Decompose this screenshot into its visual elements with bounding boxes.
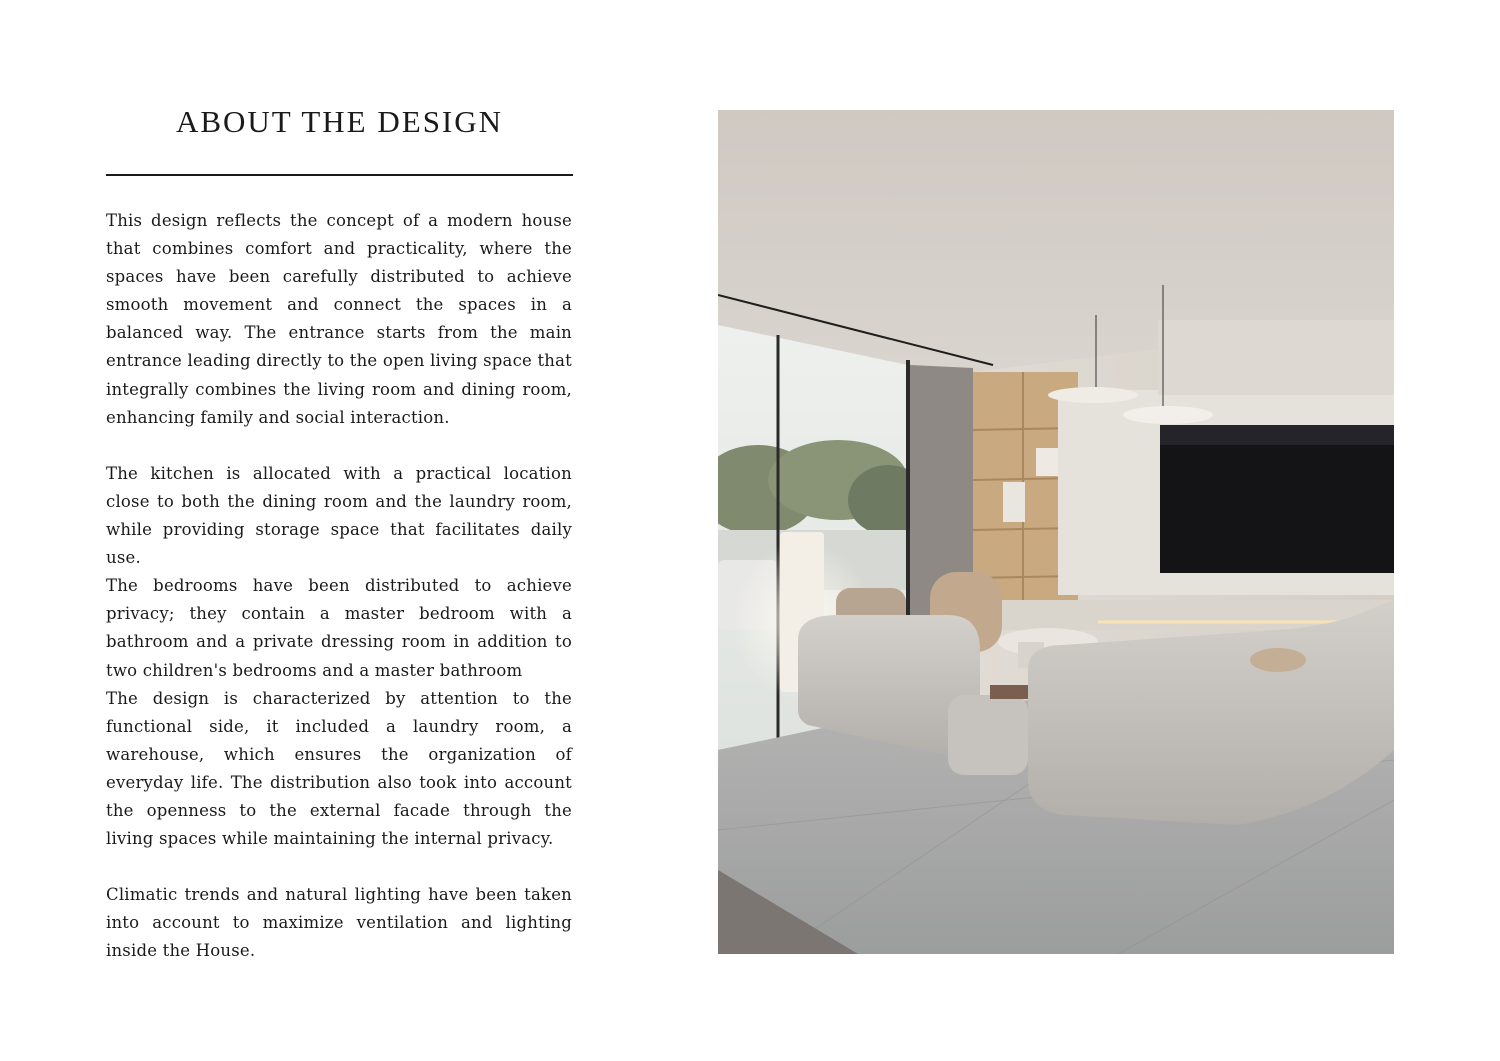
living-room-photo [718, 110, 1394, 954]
tv [1160, 425, 1394, 573]
page-title: ABOUT THE DESIGN [175, 104, 504, 139]
paragraph-bedrooms: The bedrooms have been distributed to achieve privacy; they contain a master bedroom with a bathroom and a private dressing room in addition to two children's bedrooms and a master bathroom [106, 576, 572, 680]
pendant-light [1048, 387, 1138, 403]
body-text [106, 207, 572, 966]
pendant-light [1123, 406, 1213, 424]
tv-reflection [1160, 425, 1394, 445]
shelf-frame [1003, 482, 1025, 522]
title-divider [106, 174, 573, 176]
stone-wall-upper [1158, 320, 1394, 395]
sofa-ottoman [948, 695, 1028, 775]
paragraph-intro: This design reflects the concept of a modern house that combines comfort and practicality, where the spaces have been carefully distributed to achieve smooth movement and connect the spaces in a balanced way. The entrance starts from the main entrance leading directly to the open living space that integrally combines the living room and dining room, enhancing family and social interaction. [106, 211, 572, 427]
living-room-illustration [718, 110, 1394, 954]
cushion [1250, 648, 1306, 672]
side-tray [990, 685, 1030, 699]
paragraph-functional: The design is characterized by attention to the functional side, it included a laundry room, a warehouse, which ensures the organization of everyday life. The distribution also took into account the openness to the external facade through the living spaces while maintaining the internal privacy. [106, 688, 572, 849]
paragraph-kitchen: The kitchen is allocated with a practical location close to both the dining room and the laundry room, while providing storage space that facilitates daily use. [106, 463, 572, 568]
paragraph-climate: Climatic trends and natural lighting have been taken into account to maximize ventilation and lighting inside the House. [106, 885, 572, 961]
